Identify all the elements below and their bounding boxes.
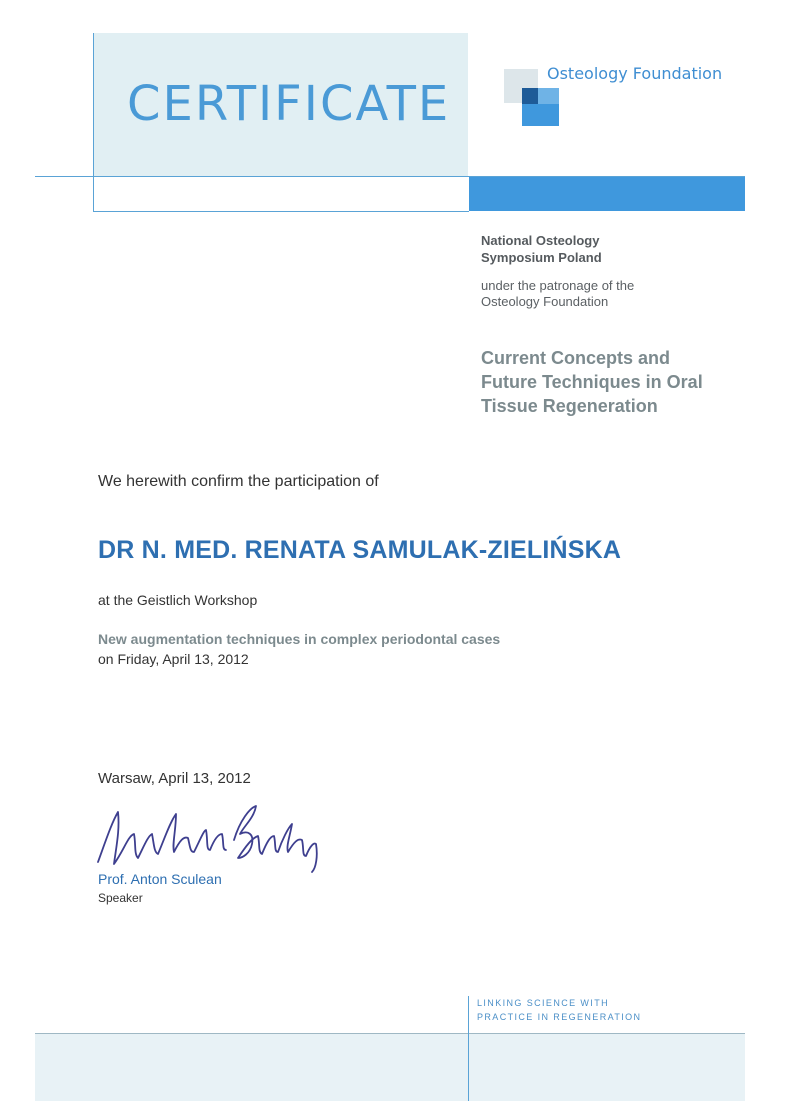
workshop-date: on Friday, April 13, 2012 xyxy=(98,651,249,667)
header-divider-lower xyxy=(93,211,469,212)
footer-panel xyxy=(35,1034,745,1101)
logo-text: Osteology Foundation xyxy=(547,64,723,83)
patronage-line: under the patronage of the xyxy=(481,278,635,293)
patronage-note xyxy=(481,278,634,310)
footer-divider-horizontal xyxy=(35,1033,745,1034)
signer-name: Prof. Anton Sculean xyxy=(98,871,222,887)
header-accent-bar xyxy=(469,177,745,211)
handwritten-signature-icon xyxy=(94,800,324,875)
workshop-intro: at the Geistlich Workshop xyxy=(98,592,258,608)
workshop-title: New augmentation techniques in complex periodontal cases xyxy=(98,631,501,647)
event-title-line: Tissue Regeneration xyxy=(481,396,658,416)
participant-name: DR N. MED. RENATA SAMULAK-ZIELIŃSKA xyxy=(98,536,622,564)
event-organizer xyxy=(481,232,602,266)
tagline-line: LINKING SCIENCE WITH xyxy=(477,998,610,1008)
footer-divider-vertical xyxy=(468,996,469,1101)
header-divider-vertical xyxy=(93,33,94,212)
event-title-line: Current Concepts and xyxy=(481,348,671,368)
event-title-line: Future Techniques in Oral xyxy=(481,372,703,392)
confirmation-text: We herewith confirm the participation of xyxy=(98,473,379,490)
signer-role: Speaker xyxy=(98,891,143,905)
event-title xyxy=(481,346,703,418)
place-and-date: Warsaw, April 13, 2012 xyxy=(98,770,251,787)
event-organizer-line: National Osteology xyxy=(481,233,600,248)
footer-tagline xyxy=(477,996,641,1024)
certificate-title: CERTIFICATE xyxy=(127,76,451,132)
patronage-line: Osteology Foundation xyxy=(481,294,609,309)
event-organizer-line: Symposium Poland xyxy=(481,250,602,265)
tagline-line: PRACTICE IN REGENERATION xyxy=(477,1012,642,1022)
